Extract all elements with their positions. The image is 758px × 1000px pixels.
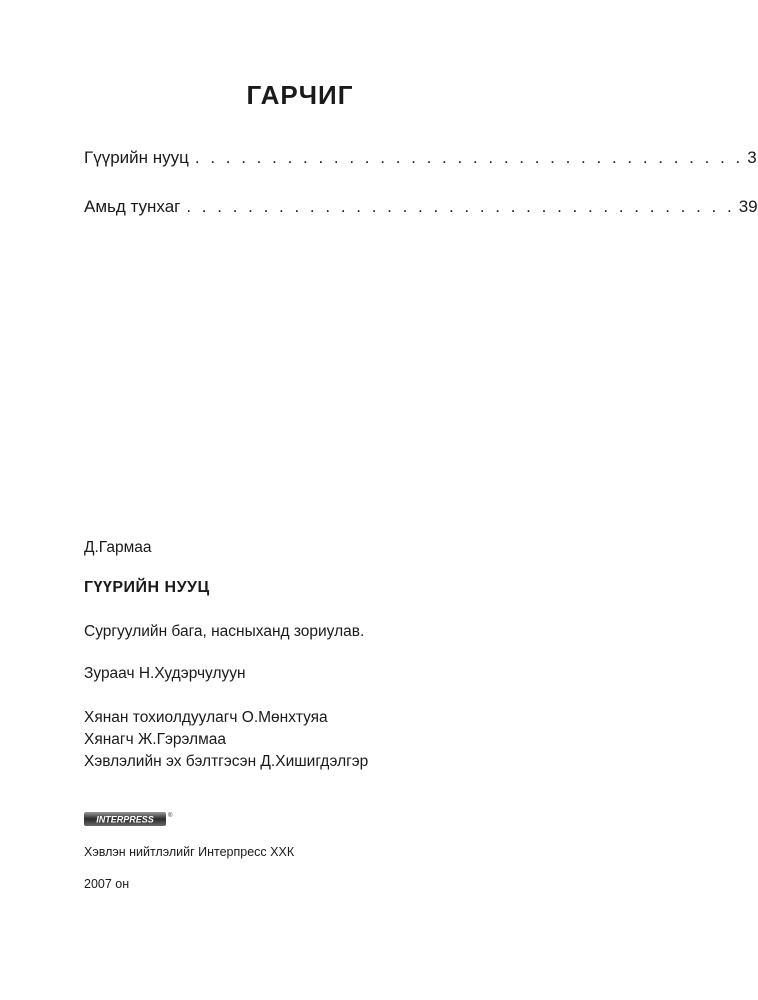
toc-leader-dots: . . . . . . . . . . . . . . . . . . . . . . . . . . . . . . . . . . . . (194, 148, 744, 167)
toc-leader-dots: . . . . . . . . . . . . . . . . . . . . . . . . . . . . . . . . . . . . (186, 197, 735, 216)
editor-credit: Хянан тохиолдуулагч О.Мөнхтуяа (84, 709, 328, 726)
prepress-credit: Хэвлэлийн эх бэлтгэсэн Д.Хишигдэлгэр (84, 753, 369, 770)
toc-entry[interactable] (84, 148, 757, 168)
toc-entry[interactable] (84, 197, 758, 217)
publication-year: 2007 он (84, 877, 130, 891)
logo-wordmark: INTERPRESS (96, 814, 154, 825)
book-title: ГҮҮРИЙН НУУЦ (84, 579, 210, 596)
audience-note: Сургуулийн бага, насныханд зориулав. (84, 623, 365, 640)
author-name: Д.Гармаа (84, 539, 152, 556)
reviewer-credit: Хянагч Ж.Гэрэлмаа (84, 731, 226, 748)
toc-entry-page: 3 (747, 148, 757, 167)
toc-entry-page: 39 (738, 197, 758, 216)
interpress-logo (84, 808, 174, 830)
toc-title: ГАРЧИГ (246, 80, 354, 110)
credits-block (84, 707, 368, 773)
logo-registered-mark: ® (168, 813, 173, 819)
illustrator-credit: Зураач Н.Худэрчулуун (84, 665, 246, 682)
toc-entry-label: Гүүрийн нууц (84, 148, 189, 167)
toc-entry-label: Амьд тунхаг (84, 197, 181, 216)
publisher-name: Хэвлэн нийтлэлийг Интерпресс ХХК (84, 845, 295, 859)
